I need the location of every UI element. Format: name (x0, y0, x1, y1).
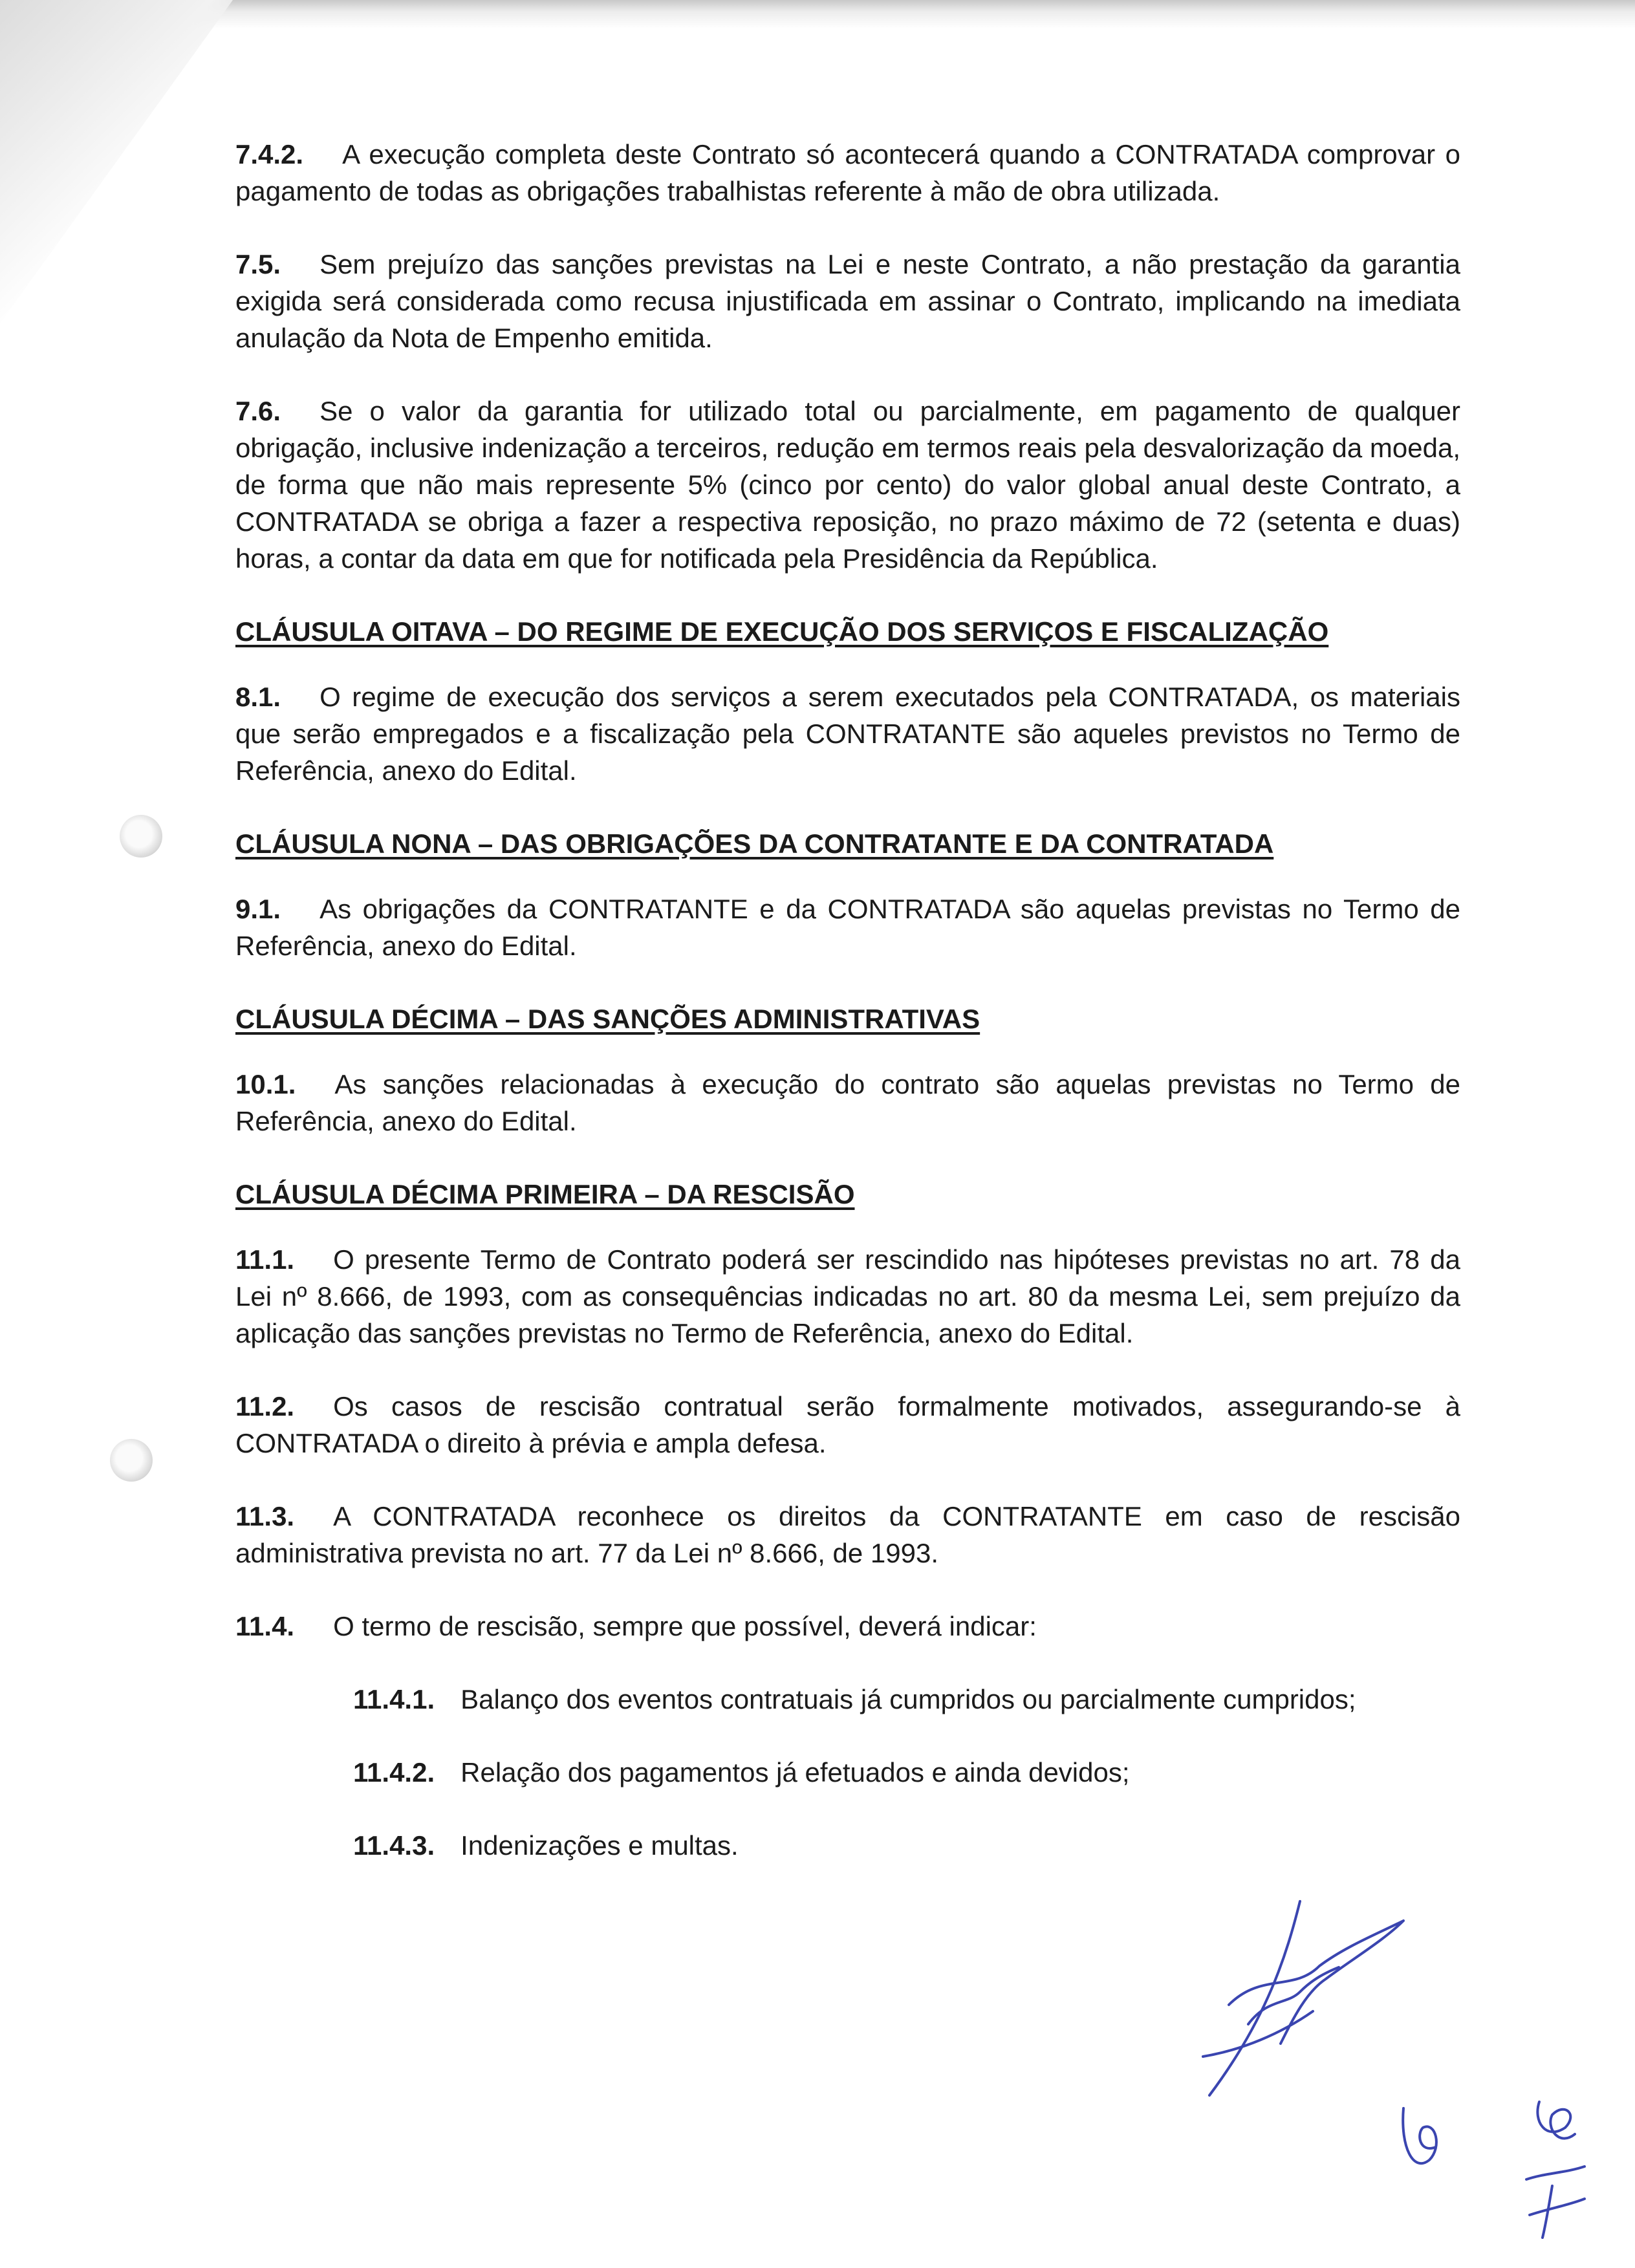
clause-11-4 (235, 1608, 1460, 1645)
clause-7-6 (235, 393, 1460, 577)
clause-number: 8.1. (235, 682, 281, 712)
clause-text: A CONTRATADA reconhece os direitos da CONTRATANTE em caso de rescisão administrativa prevista no art. 77 da Lei nº 8.666, de 1993. (235, 1501, 1460, 1568)
clause-number: 11.4.1. (353, 1684, 435, 1714)
clause-number: 11.4.2. (353, 1757, 435, 1787)
clause-11-4-2 (353, 1754, 1460, 1791)
clause-11-3 (235, 1498, 1460, 1571)
clause-number: 11.4. (235, 1611, 295, 1641)
clause-number: 11.4.3. (353, 1830, 435, 1861)
clause-11-4-1 (353, 1681, 1460, 1718)
clause-10-1 (235, 1066, 1460, 1139)
clause-9-1 (235, 891, 1460, 964)
clause-text: Os casos de rescisão contratual serão formalmente motivados, assegurando-se à CONTRATADA o direito à prévia e ampla defesa. (235, 1391, 1460, 1458)
clause-number: 11.1. (235, 1244, 295, 1275)
contract-page (235, 136, 1460, 1900)
heading-clausula-nona: CLÁUSULA NONA – DAS OBRIGAÇÕES DA CONTRATANTE E DA CONTRATADA (235, 828, 1274, 859)
clause-number: 9.1. (235, 894, 281, 924)
clause-text: O termo de rescisão, sempre que possível, deverá indicar: (333, 1611, 1037, 1641)
clause-text: As obrigações da CONTRATANTE e da CONTRATADA são aquelas previstas no Termo de Referência, anexo do Edital. (235, 894, 1460, 961)
clause-text: A execução completa deste Contrato só acontecerá quando a CONTRATADA comprovar o pagamento de todas as obrigações trabalhistas referente à mão de obra utilizada. (235, 139, 1460, 206)
clause-number: 11.3. (235, 1501, 295, 1531)
clause-11-4-3 (353, 1827, 1460, 1864)
clause-text: Sem prejuízo das sanções previstas na Lei e neste Contrato, a não prestação da garantia exigida será considerada como recusa injustificada em assinar o Contrato, implicando na imediata anulação da Nota de Empenho emitida. (235, 249, 1460, 353)
clause-text: O presente Termo de Contrato poderá ser rescindido nas hipóteses previstas no art. 78 da Lei nº 8.666, de 1993, com as consequências indicadas no art. 80 da mesma Lei, sem prejuízo da aplicação das sanções previstas no Termo de Referência, anexo do Edital. (235, 1244, 1460, 1348)
clause-text: Balanço dos eventos contratuais já cumpridos ou parcialmente cumpridos; (460, 1684, 1356, 1714)
clause-number: 7.5. (235, 249, 281, 279)
clause-text: O regime de execução dos serviços a serem executados pela CONTRATADA, os materiais que serão empregados e a fiscalização pela CONTRATANTE são aqueles previstos no Termo de Referência, anexo do Edital. (235, 682, 1460, 786)
clause-7-5 (235, 246, 1460, 356)
punch-hole (110, 1439, 153, 1482)
scan-top-shadow (194, 0, 1635, 28)
clause-text: Relação dos pagamentos já efetuados e ainda devidos; (460, 1757, 1130, 1787)
initials-mark (1391, 2089, 1610, 2244)
clause-text: Indenizações e multas. (460, 1830, 739, 1861)
clause-7-4-2 (235, 136, 1460, 210)
heading-clausula-oitava: CLÁUSULA OITAVA – DO REGIME DE EXECUÇÃO DOS SERVIÇOS E FISCALIZAÇÃO (235, 616, 1329, 647)
clause-number: 11.2. (235, 1391, 295, 1421)
heading-clausula-decima-primeira: CLÁUSULA DÉCIMA PRIMEIRA – DA RESCISÃO (235, 1179, 855, 1209)
heading-clausula-decima: CLÁUSULA DÉCIMA – DAS SANÇÕES ADMINISTRATIVAS (235, 1004, 980, 1034)
clause-text: As sanções relacionadas à execução do contrato são aquelas previstas no Termo de Referência, anexo do Edital. (235, 1069, 1460, 1136)
clause-11-2 (235, 1388, 1460, 1462)
clause-11-1 (235, 1241, 1460, 1352)
page-fold (0, 0, 233, 323)
clause-8-1 (235, 678, 1460, 789)
clause-number: 10.1. (235, 1069, 296, 1099)
clause-text: Se o valor da garantia for utilizado total ou parcialmente, em pagamento de qualquer obrigação, inclusive indenização a terceiros, redução em termos reais pela desvalorização da moeda, de forma que não mais represente 5% (cinco por cento) do valor global anual deste Contrato, a CONTRATADA se obriga a fazer a respectiva reposição, no prazo máximo de 72 (setenta e duas) horas, a contar da data em que for notificada pela Presidência da República. (235, 396, 1460, 574)
signature-mark (1190, 1895, 1423, 2108)
clause-number: 7.6. (235, 396, 281, 426)
clause-number: 7.4.2. (235, 139, 304, 169)
punch-hole (120, 815, 162, 858)
